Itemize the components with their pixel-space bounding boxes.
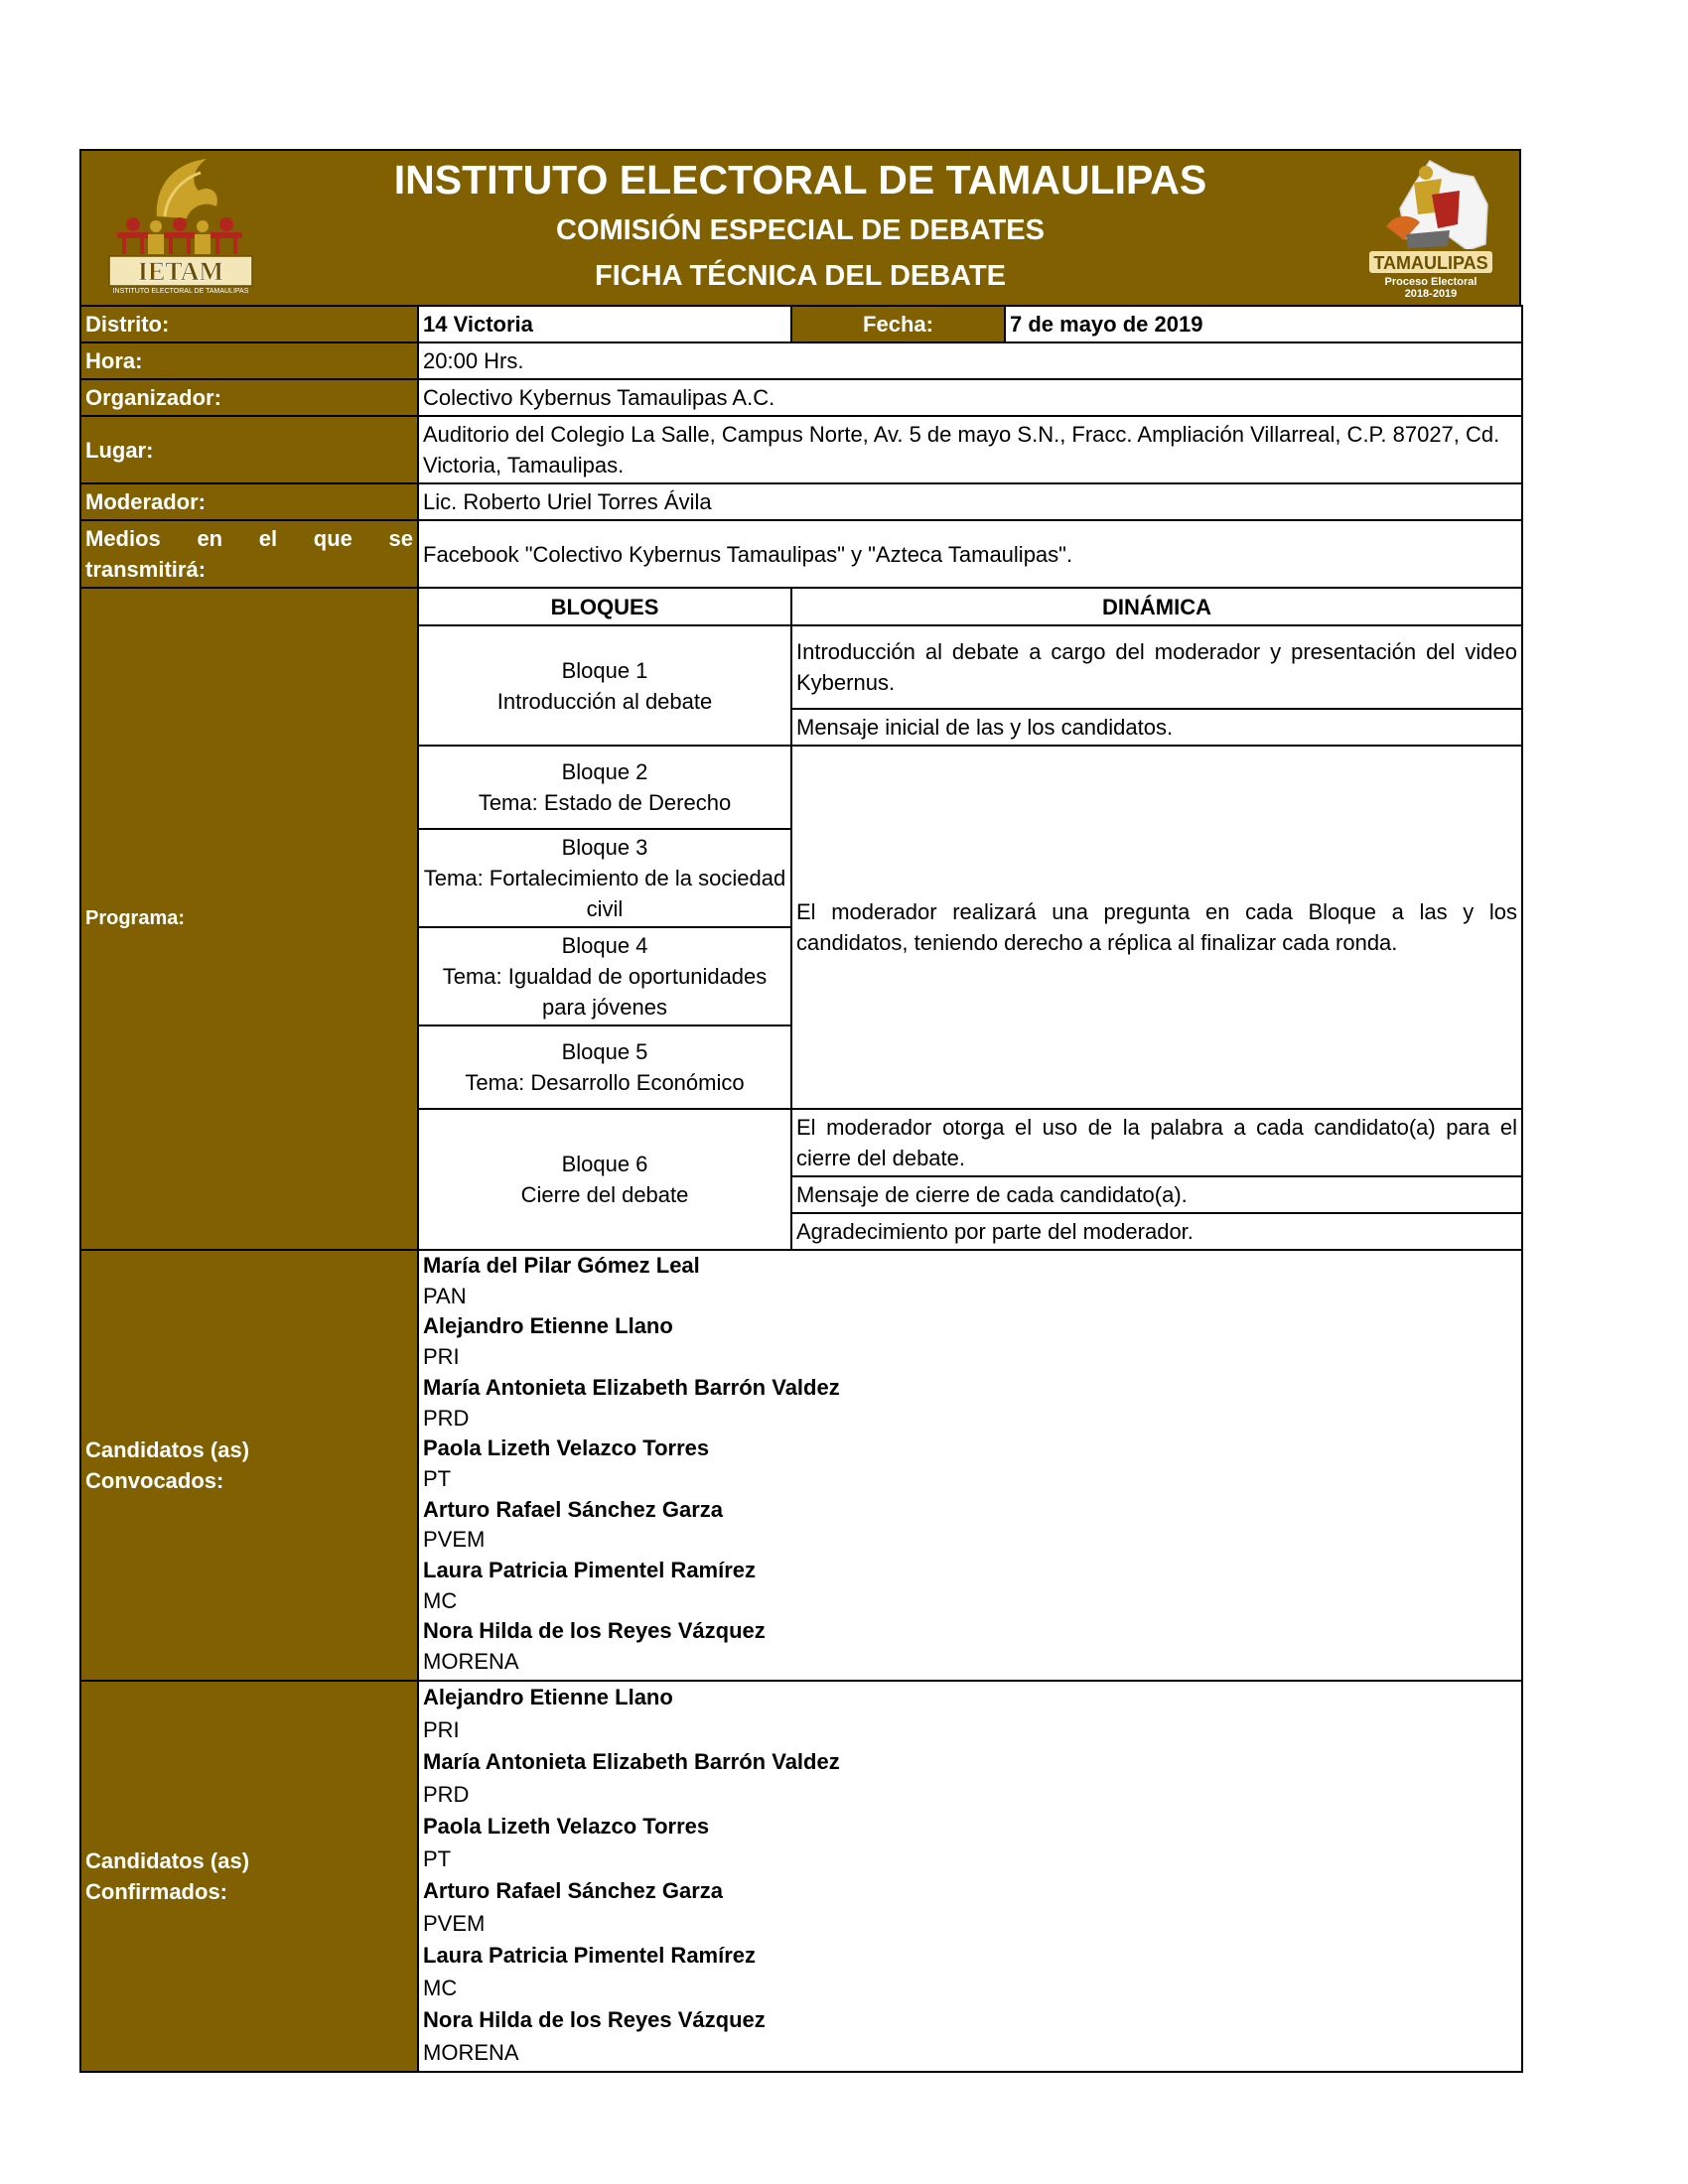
bloque-1-dinamica-b: Mensaje inicial de las y los candidatos.	[791, 709, 1522, 746]
row-moderador	[80, 483, 1522, 520]
candidate-party: PVEM	[423, 1910, 486, 1936]
confirmados-label	[80, 1681, 418, 2072]
bloque-5	[418, 1025, 791, 1109]
sheet-title: FICHA TÉCNICA DEL DEBATE	[594, 260, 1007, 292]
candidate-party: PVEM	[423, 1527, 486, 1553]
moderador-value: Lic. Roberto Uriel Torres Ávila	[418, 483, 1522, 520]
header-banner	[79, 149, 1521, 305]
bloque-5-subtitle: Tema: Desarrollo Económico	[465, 1070, 745, 1095]
bloque-2	[418, 746, 791, 829]
organizador-label: Organizador:	[80, 379, 418, 416]
candidate-party: PRD	[423, 1781, 470, 1807]
row-organizador	[80, 379, 1522, 416]
bloque-1	[418, 625, 791, 746]
candidate-name: Nora Hilda de los Reyes Vázquez	[423, 1618, 766, 1644]
convocados-list	[418, 1250, 1522, 1681]
candidate-name: Arturo Rafael Sánchez Garza	[423, 1878, 723, 1903]
candidate-party: PT	[423, 1845, 452, 1871]
bloque-1-title: Bloque 1	[561, 657, 648, 683]
moderador-label: Moderador:	[80, 483, 418, 520]
confirmados-label-line1: Candidatos (as)	[85, 1848, 250, 1873]
bloque-6-subtitle: Cierre del debate	[520, 1182, 689, 1207]
confirmados-list	[418, 1681, 1522, 2072]
tamaulipas-electoral-logo-icon	[1356, 155, 1505, 300]
candidate-party: PRI	[423, 1344, 460, 1370]
fecha-label: Fecha:	[791, 306, 1005, 342]
hora-value: 20:00 Hrs.	[418, 342, 1522, 379]
bloque-6-dinamica-a: El moderador otorga el uso de la palabra a cada candidato(a) para el cierre del debate.	[791, 1109, 1522, 1176]
medios-label: Medios en el que se transmitirá:	[80, 520, 418, 588]
dinamica-header: DINÁMICA	[791, 588, 1522, 625]
bloques-2-5-dinamica: El moderador realizará una pregunta en cada Bloque a las y los candidatos, teniendo derecho a réplica al finalizar cada ronda.	[791, 746, 1522, 1109]
bloque-6-dinamica-b: Mensaje de cierre de cada candidato(a).	[791, 1176, 1522, 1213]
row-distrito	[80, 306, 1522, 342]
programa-header-row	[80, 588, 1522, 625]
medios-value: Facebook "Colectivo Kybernus Tamaulipas" y "Azteca Tamaulipas".	[418, 520, 1522, 588]
hora-label: Hora:	[80, 342, 418, 379]
convocados-label	[80, 1250, 418, 1681]
bloque-6	[418, 1109, 791, 1250]
convocados-label-line2: Convocados:	[85, 1468, 224, 1493]
candidate-name: Laura Patricia Pimentel Ramírez	[423, 1943, 757, 1968]
candidate-party: MC	[423, 1975, 458, 2000]
bloque-1-dinamica-a: Introducción al debate a cargo del moderador y presentación del video Kybernus.	[791, 625, 1522, 709]
candidate-party: PT	[423, 1465, 452, 1491]
confirmados-label-line2: Confirmados:	[85, 1879, 227, 1904]
svg-text:Proceso Electoral: Proceso Electoral	[1384, 276, 1477, 288]
candidate-name: Laura Patricia Pimentel Ramírez	[423, 1558, 757, 1583]
bloque-4-title: Bloque 4	[561, 933, 648, 958]
candidate-party: MORENA	[423, 2039, 519, 2065]
lugar-value: Auditorio del Colegio La Salle, Campus Norte, Av. 5 de mayo S.N., Fracc. Ampliación Villarreal, C.P. 87027, Cd. Victoria, Tamaulipas.	[418, 416, 1522, 483]
candidate-name: Nora Hilda de los Reyes Vázquez	[423, 2007, 766, 2032]
svg-text:TAMAULIPAS: TAMAULIPAS	[1373, 253, 1488, 273]
candidate-party: MC	[423, 1587, 458, 1613]
bloque-3	[418, 829, 791, 927]
commission-title: COMISIÓN ESPECIAL DE DEBATES	[556, 214, 1045, 246]
row-confirmados	[80, 1681, 1522, 2072]
candidate-name: Paola Lizeth Velazco Torres	[423, 1435, 710, 1461]
distrito-value: 14 Victoria	[418, 306, 791, 342]
convocados-label-line1: Candidatos (as)	[85, 1437, 250, 1462]
row-medios	[80, 520, 1522, 588]
bloque-2-subtitle: Tema: Estado de Derecho	[478, 790, 732, 815]
row-hora	[80, 342, 1522, 379]
row-lugar	[80, 416, 1522, 483]
bloque-3-title: Bloque 3	[561, 835, 648, 860]
row-convocados	[80, 1250, 1522, 1681]
bloque-4-subtitle: Tema: Igualdad de oportunidades para jóvenes	[442, 964, 768, 1020]
debate-info-table	[79, 305, 1523, 2073]
candidate-name: Alejandro Etienne Llano	[423, 1313, 673, 1339]
programa-label: Programa:	[80, 588, 418, 1250]
bloques-header: BLOQUES	[418, 588, 791, 625]
svg-text:INSTITUTO ELECTORAL DE TAMAULI: INSTITUTO ELECTORAL DE TAMAULIPAS	[112, 288, 249, 294]
bloque-3-subtitle: Tema: Fortalecimiento de la sociedad civil	[423, 866, 786, 921]
candidate-party: PAN	[423, 1283, 467, 1308]
bloque-5-title: Bloque 5	[561, 1039, 648, 1064]
candidate-name: María del Pilar Gómez Leal	[423, 1253, 700, 1278]
bloque-6-dinamica-c: Agradecimiento por parte del moderador.	[791, 1213, 1522, 1250]
candidate-name: María Antonieta Elizabeth Barrón Valdez	[423, 1749, 840, 1774]
organizador-value: Colectivo Kybernus Tamaulipas A.C.	[418, 379, 1522, 416]
distrito-label: Distrito:	[80, 306, 418, 342]
lugar-label: Lugar:	[80, 416, 418, 483]
candidate-name: Alejandro Etienne Llano	[423, 1685, 673, 1709]
candidate-name: María Antonieta Elizabeth Barrón Valdez	[423, 1374, 840, 1400]
candidate-party: PRI	[423, 1716, 460, 1742]
institute-title: INSTITUTO ELECTORAL DE TAMAULIPAS	[393, 157, 1207, 203]
bloque-6-title: Bloque 6	[561, 1152, 648, 1176]
candidate-party: MORENA	[423, 1649, 519, 1675]
svg-text:2018-2019: 2018-2019	[1404, 288, 1458, 300]
candidate-name: Paola Lizeth Velazco Torres	[423, 1814, 710, 1839]
candidate-name: Arturo Rafael Sánchez Garza	[423, 1496, 723, 1522]
bloque-1-subtitle: Introducción al debate	[496, 688, 713, 714]
technical-sheet	[79, 149, 1521, 2073]
svg-text:IETAM: IETAM	[137, 257, 224, 286]
bloque-4	[418, 927, 791, 1025]
candidate-party: PRD	[423, 1405, 470, 1431]
bloque-2-title: Bloque 2	[561, 759, 648, 784]
fecha-value: 7 de mayo de 2019	[1005, 306, 1522, 342]
